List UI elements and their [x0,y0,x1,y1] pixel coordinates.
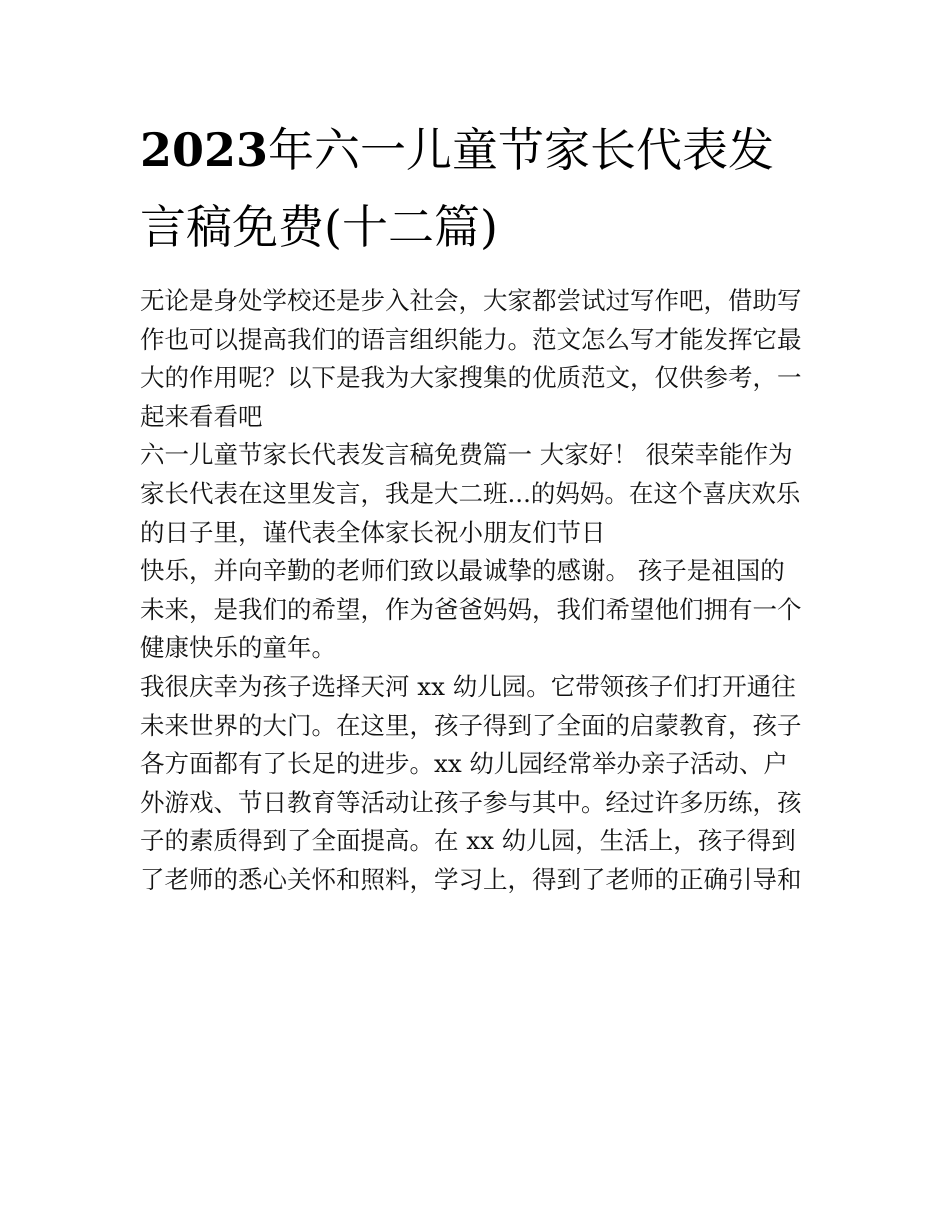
paragraph-thanks [140,552,820,668]
text-line: 子的素质得到了全面提高。在 xx 幼儿园，生活上，孩子得到 [140,826,796,856]
paragraph-kindergarten [140,668,820,900]
text-line: 家长代表在这里发言，我是大二班...的妈妈。在这个喜庆欢乐 [140,478,801,508]
title-line-2: 言稿免费(十二篇) [140,200,498,254]
text-line: 未来世界的大门。在这里，孩子得到了全面的启蒙教育，孩子 [140,710,802,740]
text-line: 外游戏、节日教育等活动让孩子参与其中。经过许多历练，孩 [140,787,802,817]
title-line-1-text: 年六一儿童节家长代表发 [268,123,775,177]
text-line: 起来看看吧 [140,401,263,431]
document-body [140,282,820,900]
document-title [140,112,820,266]
text-line: 各方面都有了长足的进步。xx 幼儿园经常举办亲子活动、户 [140,749,788,779]
text-line: 作也可以提高我们的语言组织能力。范文怎么写才能发挥它最 [140,324,802,354]
title-line-1 [140,112,820,189]
text-line: 快乐，并向辛勤的老师们致以最诚挚的感谢。 孩子是祖国的 [140,556,785,586]
paragraph-intro [140,282,820,436]
text-line: 六一儿童节家长代表发言稿免费篇一 大家好！ 很荣幸能作为 [140,440,793,470]
paragraph-greeting [140,436,820,552]
text-line: 我很庆幸为孩子选择天河 xx 幼儿园。它带领孩子们打开通往 [140,671,796,701]
text-line: 的日子里，谨代表全体家长祝小朋友们节日 [140,517,606,547]
text-line: 健康快乐的童年。 [140,633,336,663]
text-line: 无论是身处学校还是步入社会，大家都尝试过写作吧，借助写 [140,286,802,315]
text-line: 大的作用呢？以下是我为大家搜集的优质范文，仅供参考，一 [140,363,802,393]
text-line: 了老师的悉心关怀和照料，学习上，得到了老师的正确引导和 [140,864,802,894]
text-line: 未来，是我们的希望，作为爸爸妈妈，我们希望他们拥有一个 [140,594,802,624]
title-year: 2023 [140,123,269,177]
